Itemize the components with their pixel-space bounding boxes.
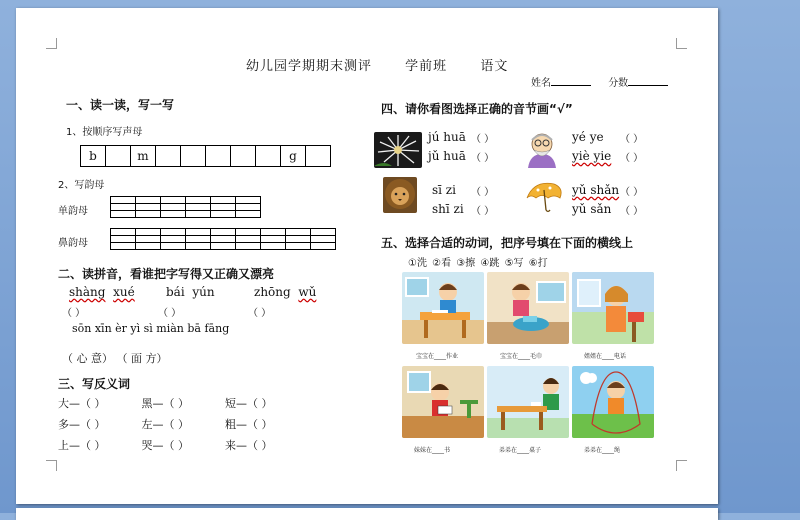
document-page [16,8,718,504]
picture-jumping-rope [572,366,654,438]
pinyin-zhongwu: zhōng wǔ [254,285,317,299]
pinyin-shangxue: shàng xué [69,285,135,299]
grid-cell [231,146,256,166]
answer-paren-3: （ ） [248,308,272,319]
item1-parenA: （ ） [471,134,495,145]
consonant-grid [80,145,331,167]
item2-parenA: （ ） [620,134,644,145]
picture-wiping-table [487,366,569,438]
grid-cell: b [81,146,106,166]
title-part1: 幼儿园学期期末测评 [246,59,373,74]
antonym-row-2: 多—（ ） 左—（ ） 粗—（ ） [58,418,273,431]
grid-cell [181,146,206,166]
section1-sub1: 1、按顺序写声母 [66,127,143,138]
caption-2: 宝宝在____毛巾 [500,353,543,360]
single-vowel-label: 单韵母 [58,206,88,217]
hanzi-fill-row: （ 心 意） （ 面 方） [62,352,168,365]
antonym-row-3: 上—（ ） 哭—（ ） 来—（ ） [58,439,273,452]
answer-paren-1: （ ） [62,308,86,319]
corner-mark-br [676,460,687,471]
single-vowel-lines [110,196,261,218]
picture-washing-towel [487,272,569,344]
umbrella-image [524,178,564,214]
antonym-row-1: 大—（ ） 黑—（ ） 短—（ ） [58,397,273,410]
item3-parenB: （ ） [471,206,495,217]
picture-reading-book [402,366,484,438]
nasal-vowel-lines [110,228,336,250]
item4-parenB: （ ） [620,206,644,217]
item1-optB: jǔ huā [428,149,466,163]
item4-parenA: （ ） [620,187,644,198]
grid-cell [206,146,231,166]
nasal-vowel-label: 鼻韵母 [58,238,88,249]
answer-paren-2: （ ） [158,308,182,319]
item1-optA: jú huā [428,130,466,144]
caption-6: 弟弟在____绳 [584,447,621,454]
name-score-line [531,74,682,89]
item3-optA: sī zi [432,183,456,197]
caption-4: 妹妹在____书 [414,447,451,454]
item2-optB: yiè yie [572,149,612,163]
pinyin-row2: sōn xīn èr yì sì miàn bā fāng [72,322,230,335]
corner-mark-tr [676,38,687,49]
verb-options: ①洗 ②看 ③擦 ④跳 ⑤写 ⑥打 [408,258,548,269]
item3-parenA: （ ） [471,187,495,198]
grid-cell [156,146,181,166]
caption-1: 宝宝在____作业 [416,353,459,360]
section3-heading: 三、写反义词 [58,377,131,391]
picture-phone-call [572,272,654,344]
section4-heading: 四、请你看图选择正确的音节画“√” [381,102,573,116]
item3-optB: shī zi [432,202,464,216]
item4-optA: yǔ shǎn [572,183,620,197]
corner-mark-tl [46,38,57,49]
grid-cell: g [281,146,306,166]
lion-image [383,177,417,213]
section1-heading: 一、读一读，写一写 [66,98,175,112]
title-part3: 语文 [480,59,509,74]
section1-sub2: 2、写韵母 [58,180,105,191]
grid-cell: m [131,146,156,166]
grid-cell [306,146,331,166]
picture-writing-homework [402,272,484,344]
pinyin-baiyun: bái yún [166,285,215,299]
grid-cell [256,146,281,166]
caption-3: 姐姐在____电话 [584,353,627,360]
item2-optA: yé ye [572,130,604,144]
corner-mark-bl [46,460,57,471]
document-title [246,55,508,74]
chrysanthemum-image [374,132,422,168]
name-label: 姓名 [531,78,551,89]
item4-optB: yǔ sǎn [572,202,612,216]
grid-cell [106,146,131,166]
section5-heading: 五、选择合适的动词，把序号填在下面的横线上 [381,236,634,250]
title-part2: 学前班 [405,59,448,74]
grandpa-image [520,128,564,168]
item2-parenB: （ ） [620,153,644,164]
section2-heading: 二、读拼音，看谁把字写得又正确又漂亮 [58,267,275,281]
next-page-edge [16,508,718,520]
caption-5: 弟弟在____桌子 [499,447,542,454]
item1-parenB: （ ） [471,153,495,164]
score-label: 分数 [608,78,629,89]
